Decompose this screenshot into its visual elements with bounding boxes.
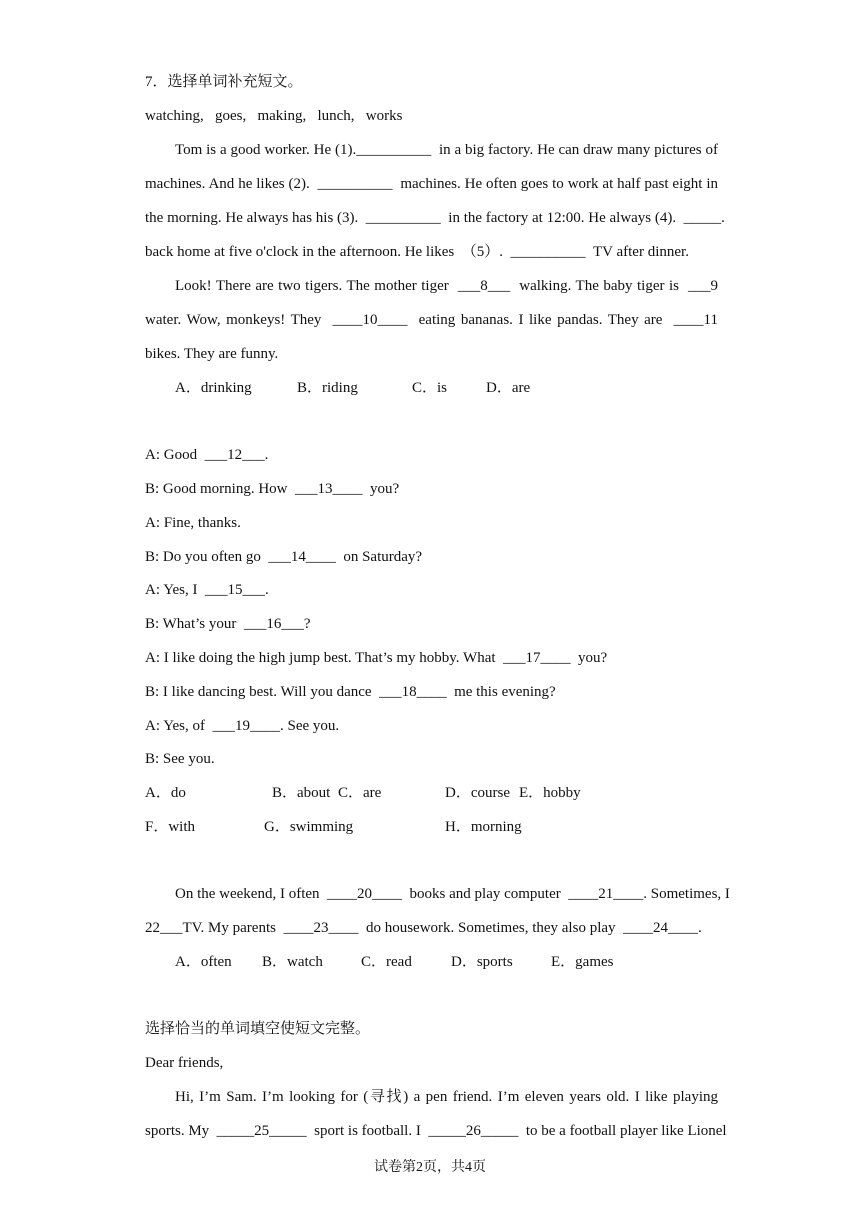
option-e: E．games (551, 954, 614, 970)
paragraph-text: sports. My _____25_____ sport is football. I _____26_____ to be a football player like Lionel (145, 1123, 727, 1139)
option-c: C．are (338, 785, 382, 801)
paragraph-text: Hi, I’m Sam. I’m looking for (寻找) a pen friend. I’m eleven years old. I like playing (175, 1089, 718, 1105)
dialogue-line-9: A: Yes, of ___19____. See you. (145, 718, 340, 734)
dialogue-line-7: A: I like doing the high jump best. That’s my hobby. What ___17____ you? (145, 650, 608, 666)
option-a: A．do (145, 785, 186, 801)
page-footer: 试卷第2页，共4页 (374, 1160, 486, 1175)
q7-paragraph-line-1 (175, 140, 718, 160)
tigers-options (145, 378, 718, 398)
tigers-line-1 (175, 276, 718, 296)
paragraph-text: water. Wow, monkeys! They ____10____ eating bananas. I like pandas. They are ____11 (145, 312, 718, 328)
dialogue-line-10: B: See you. (145, 751, 215, 767)
dialogue-line-8: B: I like dancing best. Will you dance ___18____ me this evening? (145, 684, 556, 700)
weekend-line-1 (175, 884, 730, 904)
letter-line-2 (145, 1121, 727, 1141)
option-b: B．about (272, 785, 331, 801)
option-h: H．morning (445, 819, 522, 835)
paragraph-text: Tom is a good worker. He (1).__________ in a big factory. He can draw many pictures of (175, 142, 718, 158)
option-a: A．drinking (175, 380, 252, 396)
tigers-line-3: bikes. They are funny. (145, 346, 279, 362)
paragraph-text: Look! There are two tigers. The mother tiger ___8___ walking. The baby tiger is ___9 (175, 278, 718, 294)
option-f: F．with (145, 819, 196, 835)
option-d: D．sports (451, 954, 513, 970)
dialogue-line-1: A: Good ___12___. (145, 447, 269, 463)
option-b: B．riding (297, 380, 358, 396)
q7-wordbank: watching, goes, making, lunch, works (145, 108, 403, 124)
paragraph-text: On the weekend, I often ____20____ books and play computer ____21____. Sometimes, I (175, 886, 730, 902)
q7-paragraph-line-2 (145, 174, 718, 194)
weekend-line-2: 22___TV. My parents ____23____ do housework. Sometimes, they also play ____24____. (145, 920, 702, 936)
option-e: E．hobby (519, 785, 581, 801)
option-b: B．watch (262, 954, 323, 970)
q7-heading: 7．选择单词补充短文。 (145, 74, 303, 90)
letter-heading: 选择恰当的单词填空使短文完整。 (145, 1021, 371, 1037)
q7-paragraph-line-3 (145, 208, 725, 228)
letter-line-1 (175, 1087, 718, 1107)
tigers-line-2 (145, 310, 718, 330)
option-c: C．read (361, 954, 412, 970)
q7-paragraph-line-4: back home at five o'clock in the afternoon. He likes （5）. __________ TV after dinner. (145, 244, 689, 260)
dialogue-line-4: B: Do you often go ___14____ on Saturday? (145, 549, 423, 565)
dialogue-line-5: A: Yes, I ___15___. (145, 582, 269, 598)
dialogue-options-row-2 (145, 817, 718, 837)
option-d: D．course (445, 785, 510, 801)
dialogue-line-6: B: What’s your ___16___? (145, 616, 311, 632)
option-g: G．swimming (264, 819, 354, 835)
dialogue-options-row-1 (145, 783, 718, 803)
option-a: A．often (175, 954, 232, 970)
option-d: D．are (486, 380, 531, 396)
dialogue-line-2: B: Good morning. How ___13____ you? (145, 481, 400, 497)
dialogue-line-3: A: Fine, thanks. (145, 515, 241, 531)
weekend-options (145, 952, 718, 972)
option-c: C．is (412, 380, 448, 396)
letter-greeting: Dear friends, (145, 1055, 224, 1071)
paragraph-text: machines. And he likes (2). __________ machines. He often goes to work at half past eight in (145, 176, 718, 192)
paragraph-text: the morning. He always has his (3). __________ in the factory at 12:00. He always (4). _____. (145, 210, 725, 226)
